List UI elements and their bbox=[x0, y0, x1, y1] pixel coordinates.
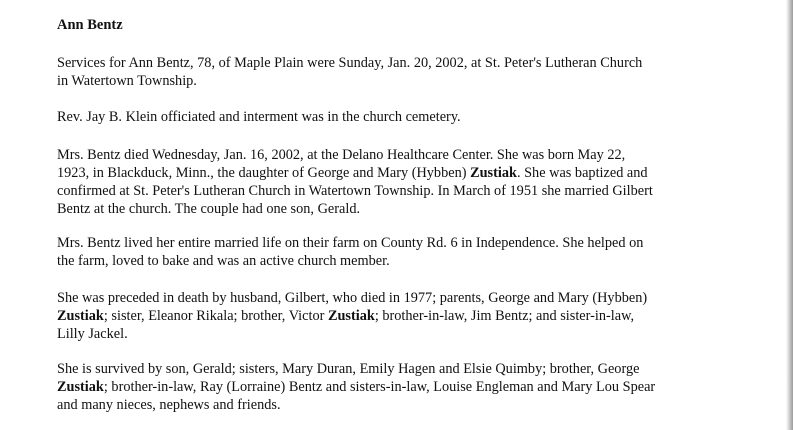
paragraph-preceded bbox=[57, 289, 647, 343]
text-line bbox=[57, 360, 655, 378]
obituary-title: Ann Bentz bbox=[57, 17, 123, 33]
surname-bold: Zustiak bbox=[57, 379, 104, 395]
text-line bbox=[57, 307, 647, 325]
paragraph-services bbox=[57, 54, 642, 90]
text-line bbox=[57, 146, 653, 164]
surname-bold: Zustiak bbox=[470, 165, 517, 181]
text-run: She was preceded in death by husband, Gilbert, who died in 1977; parents, George and Mary (Hybben) bbox=[57, 290, 648, 306]
text-line bbox=[57, 54, 642, 72]
text-run: confirmed at St. Peter's Lutheran Church in Watertown Township. In March of 1951 she married Gilbert bbox=[57, 183, 653, 199]
text-run: Rev. Jay B. Klein officiated and interment was in the church cemetery. bbox=[57, 109, 461, 125]
text-run: Lilly Jackel. bbox=[57, 326, 128, 342]
text-run: Mrs. Bentz died Wednesday, Jan. 16, 2002, at the Delano Healthcare Center. She was born May 22, bbox=[57, 147, 626, 163]
paragraph-survived bbox=[57, 360, 655, 414]
text-line bbox=[57, 396, 655, 414]
text-run: Services for Ann Bentz, 78, of Maple Plain were Sunday, Jan. 20, 2002, at St. Peter's Lutheran Church bbox=[57, 55, 643, 71]
text-line bbox=[57, 252, 643, 270]
text-run: and many nieces, nephews and friends. bbox=[57, 397, 281, 413]
text-line bbox=[57, 72, 642, 90]
text-line bbox=[57, 200, 653, 218]
text-line bbox=[57, 289, 647, 307]
text-run: in Watertown Township. bbox=[57, 73, 197, 89]
text-line bbox=[57, 325, 647, 343]
text-run: Mrs. Bentz lived her entire married life on their farm on County Rd. 6 in Independence. She helped on bbox=[57, 235, 644, 251]
text-run: Bentz at the church. The couple had one son, Gerald. bbox=[57, 201, 361, 217]
surname-bold: Zustiak bbox=[57, 308, 104, 324]
text-run: She is survived by son, Gerald; sisters, Mary Duran, Emily Hagen and Elsie Quimby; brother, George bbox=[57, 361, 640, 377]
text-run: . She was baptized and bbox=[516, 165, 648, 181]
text-run: the farm, loved to bake and was an active church member. bbox=[57, 253, 390, 269]
scan-edge-shadow bbox=[786, 0, 793, 430]
paragraph-farm-life bbox=[57, 234, 643, 270]
surname-bold: Zustiak bbox=[327, 308, 375, 324]
paragraph-officiant bbox=[57, 108, 461, 126]
text-run: ; sister, Eleanor Rikala; brother, Victor bbox=[103, 308, 328, 324]
text-line bbox=[57, 164, 653, 182]
text-line bbox=[57, 234, 643, 252]
text-line bbox=[57, 378, 655, 396]
text-line bbox=[57, 108, 461, 126]
text-run: 1923, in Blackduck, Minn., the daughter of George and Mary (Hybben) bbox=[57, 165, 471, 181]
text-line bbox=[57, 182, 653, 200]
text-run: ; brother-in-law, Jim Bentz; and sister-in-law, bbox=[374, 308, 635, 324]
text-run: ; brother-in-law, Ray (Lorraine) Bentz and sisters-in-law, Louise Engleman and Mary Lou Spear bbox=[103, 379, 656, 395]
paragraph-biography bbox=[57, 146, 653, 218]
